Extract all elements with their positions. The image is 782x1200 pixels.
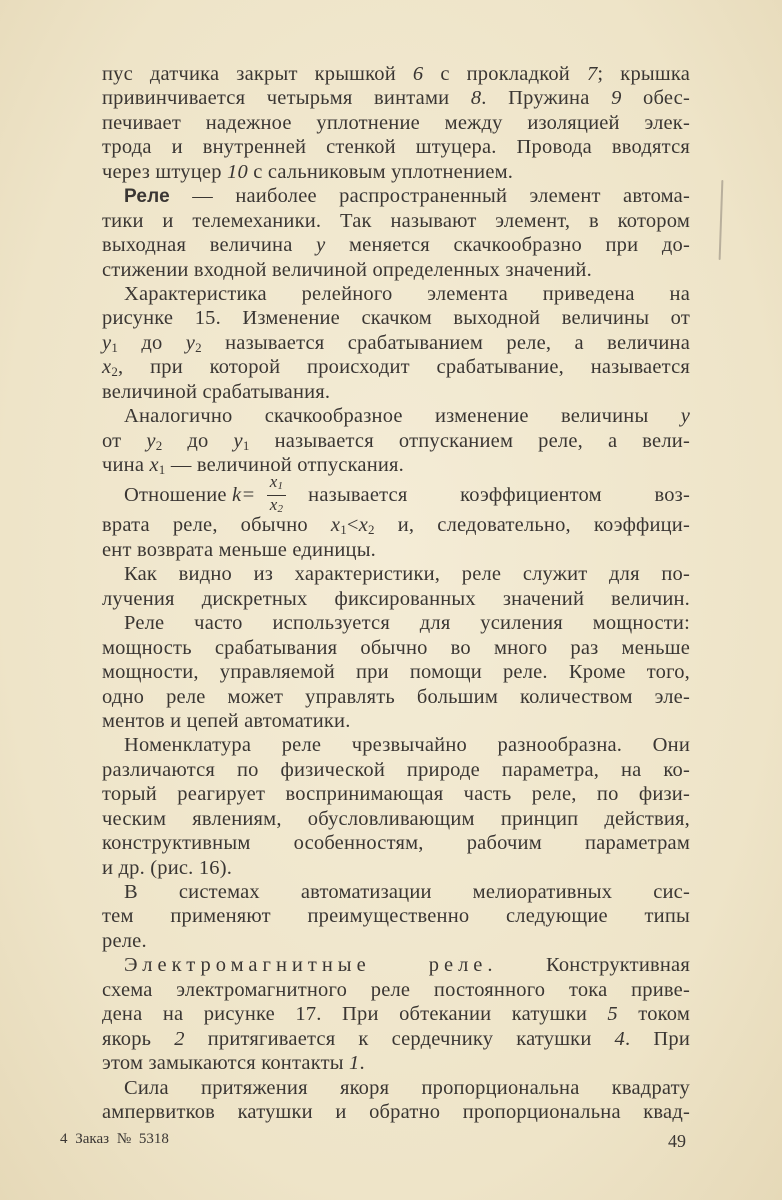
italic-symbol: 1: [349, 1052, 360, 1075]
fraction-numerator: [267, 473, 286, 496]
page-number: 49: [668, 1131, 686, 1151]
text-line: [102, 685, 690, 709]
italic-symbol: y: [185, 331, 196, 354]
text-line: [102, 880, 690, 904]
text-line: [102, 306, 690, 330]
subscript: 1: [340, 522, 347, 538]
text-run: с прокладкой: [423, 63, 587, 85]
italic-symbol: x: [358, 514, 368, 537]
text-run: этом замыкаются контакты: [102, 1052, 350, 1075]
text-line: [102, 1076, 690, 1100]
text-run: пус датчика закрыт крышкой: [102, 63, 413, 85]
italic-symbol: 2: [174, 1027, 185, 1050]
subscript: 2: [155, 437, 163, 453]
text-run: мощности, управляемой при помощи реле. Кроме того,: [102, 661, 690, 684]
text-block-a: [102, 62, 690, 477]
text-run: якорь: [102, 1027, 175, 1050]
text-line: [102, 86, 690, 110]
numerator-sub: 1: [277, 479, 284, 492]
text-run: врата реле, обычно: [102, 514, 331, 537]
formula-pre: Отношение: [124, 484, 233, 507]
text-run: величиной срабатывания.: [102, 380, 331, 403]
text-line: [102, 660, 690, 684]
text-run: .: [359, 1052, 365, 1075]
text-run: печивает надежное уплотнение между изоляцией элек-: [102, 111, 690, 134]
text-run: Как видно из характеристики, реле служит для по-: [124, 563, 690, 586]
text-line: [102, 429, 690, 453]
text-run: до: [162, 429, 234, 452]
text-run: ментов и цепей автоматики.: [102, 709, 351, 732]
formula-line: [102, 471, 690, 515]
bold-term: Реле: [124, 186, 170, 208]
text-run: лучения дискретных фиксированных значений величин.: [102, 587, 690, 610]
text-line: [102, 160, 690, 184]
formula-lhs: k=: [232, 484, 261, 507]
text-line: [102, 782, 690, 806]
text-run: ; крышка: [597, 63, 691, 85]
text-run: меняется скачкообразно при до-: [325, 234, 690, 257]
text-line: [102, 587, 690, 611]
text-run: через штуцер: [102, 160, 227, 183]
italic-symbol: y: [680, 405, 690, 428]
text-line: [102, 404, 690, 428]
text-line: [102, 758, 690, 782]
text-line: [102, 636, 690, 660]
text-run: торый реагирует воспринимающая часть реле, по физи-: [102, 783, 690, 806]
text-line: [102, 209, 690, 233]
text-line: [102, 111, 690, 135]
text-line: [102, 611, 690, 635]
text-run: называется срабатыванием реле, а величина: [201, 331, 690, 354]
text-line: [102, 978, 690, 1002]
text-run: и др. (рис. 16).: [102, 856, 233, 879]
italic-symbol: x: [330, 514, 341, 537]
text-run: — величиной отпускания.: [165, 454, 405, 476]
text-line: [102, 513, 690, 537]
printer-signature: 4 Заказ № 5318: [60, 1131, 169, 1147]
subscript: 2: [368, 522, 375, 538]
text-run: — наиболее распространенный элемент автома-: [169, 185, 690, 208]
subscript: 2: [195, 339, 202, 355]
text-run: называется отпусканием реле, а вели-: [249, 429, 690, 452]
text-line: [102, 355, 690, 379]
text-run: Электромагнитные реле: [124, 954, 488, 977]
italic-symbol: 6: [412, 63, 424, 85]
formula-post: называется коэффициентом воз-: [308, 484, 690, 507]
text-run: реле.: [102, 929, 147, 952]
text-run: различаются по физической природе параметра, на ко-: [102, 758, 690, 781]
numerator-var: x: [269, 471, 278, 491]
text-line: [102, 953, 690, 977]
text-run: одно реле может управлять большим количеством эле-: [102, 685, 690, 708]
text-run: . Пружина: [481, 87, 612, 110]
fraction: [267, 473, 286, 518]
text-run: притягивается к сердечнику катушки: [184, 1027, 615, 1050]
denominator-sub: 2: [277, 502, 284, 515]
text-run: <: [346, 514, 359, 537]
text-run: трода и внутренней стенкой штуцера. Провода вводятся: [102, 136, 690, 159]
text-line: [102, 904, 690, 928]
text-run: мощность срабатывания обычно во много раз меньше: [102, 636, 690, 659]
body-text: [102, 62, 690, 1124]
text-run: и, следовательно, коэффици-: [374, 514, 690, 537]
text-line: [102, 258, 690, 282]
text-line: [102, 929, 690, 953]
subscript: 1: [158, 462, 166, 477]
italic-symbol: 7: [586, 63, 598, 85]
italic-symbol: y: [146, 429, 156, 452]
text-line: [102, 453, 690, 477]
text-run: В системах автоматизации мелиоративных сис-: [124, 881, 690, 903]
text-line: [102, 807, 690, 831]
text-line: [102, 282, 690, 306]
italic-symbol: 5: [607, 1003, 618, 1026]
text-run: Реле часто используется для усиления мощности:: [124, 612, 690, 635]
text-run: чина: [102, 454, 150, 476]
text-line: [102, 733, 690, 757]
italic-symbol: y: [316, 234, 326, 257]
text-line: [102, 380, 690, 404]
text-run: , при которой происходит срабатывание, называется: [118, 356, 690, 379]
text-run: обес-: [621, 87, 690, 110]
text-line: [102, 831, 690, 855]
text-run: ческим явлениям, обусловливающим принцип действия,: [102, 807, 690, 830]
text-run: тем применяют преимущественно следующие типы: [102, 905, 690, 928]
text-run: конструктивным особенностям, рабочим параметрам: [102, 832, 690, 855]
text-run: привинчивается четырьмя винтами: [102, 87, 471, 110]
text-run: Аналогично скачкообразное изменение величины: [124, 405, 681, 428]
subscript: 2: [111, 364, 119, 380]
italic-symbol: 9: [611, 87, 622, 110]
text-run: током: [617, 1003, 690, 1026]
text-run: Сила притяжения якоря пропорциональна квадрату: [124, 1076, 690, 1099]
pencil-margin-mark: [719, 180, 724, 260]
italic-symbol: y: [233, 429, 243, 452]
text-run: ент возврата меньше единицы.: [102, 538, 377, 561]
denominator-var: x: [269, 494, 278, 514]
text-run: от: [102, 429, 147, 452]
text-block-b: [102, 513, 690, 1124]
italic-symbol: 4: [614, 1027, 625, 1050]
text-run: выходная величина: [102, 234, 317, 257]
text-line: [102, 709, 690, 733]
text-line: [102, 135, 690, 159]
subscript: 1: [111, 339, 119, 355]
italic-symbol: y: [102, 331, 112, 354]
subscript: 1: [242, 437, 250, 453]
italic-symbol: x: [102, 356, 112, 379]
text-line: [102, 562, 690, 586]
text-run: с сальниковым уплотнением.: [247, 160, 514, 183]
text-line: [102, 1051, 690, 1075]
text-line: [102, 1002, 690, 1026]
text-line: [102, 331, 690, 355]
text-line: [102, 538, 690, 562]
text-run: стижении входной величиной определенных значений.: [102, 258, 592, 281]
text-line: [102, 184, 690, 208]
text-run: дена на рисунке 17. При обтекании катушки: [102, 1003, 608, 1026]
text-run: Характеристика релейного элемента приведена на: [124, 282, 690, 305]
italic-symbol: 10: [227, 160, 248, 183]
text-line: [102, 1027, 690, 1051]
text-line: [102, 233, 690, 257]
text-run: тики и телемеханики. Так называют элемент, в котором: [102, 209, 690, 232]
text-run: рисунке 15. Изменение скачком выходной величины от: [102, 307, 690, 330]
text-line: [102, 1100, 690, 1124]
italic-symbol: 8: [470, 87, 482, 110]
text-run: до: [118, 331, 186, 354]
text-run: . Конструктивная: [487, 954, 690, 977]
text-line: [102, 856, 690, 880]
text-run: Номенклатура реле чрезвычайно разнообразна. Они: [124, 734, 690, 757]
italic-symbol: x: [149, 454, 159, 476]
text-run: . При: [625, 1027, 690, 1050]
text-line: [102, 62, 690, 86]
text-run: ампервитков катушки и обратно пропорциональна квад-: [102, 1100, 690, 1123]
text-run: схема электромагнитного реле постоянного тока приве-: [102, 978, 690, 1001]
